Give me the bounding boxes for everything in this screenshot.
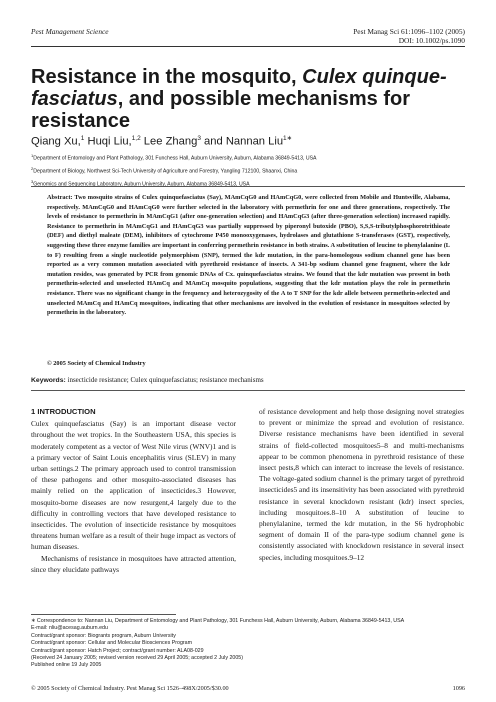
keywords-text: insecticide resistance; Culex quinquefasciatus; resistance mechanisms (67, 376, 264, 384)
author-affil-mark: 1 (80, 135, 85, 142)
abstract-copyright: © 2005 Society of Chemical Industry (47, 360, 146, 367)
affiliation-text: Department of Entomology and Plant Pathology, 301 Funchess Hall, Auburn University, Auburn, Alabama 36849-5413, USA (33, 155, 317, 162)
journal-name: Pest Management Science (31, 27, 109, 36)
affiliations (31, 151, 471, 190)
abstract (47, 193, 450, 318)
footnote-sponsor: Contract/grant sponsor: Biogrants program, Auburn University (31, 632, 176, 639)
author-name: Huqi Liu, (84, 135, 132, 148)
article-title (31, 66, 471, 132)
doi[interactable]: DOI: 10.1002/ps.1090 (398, 36, 465, 45)
body-paragraph: of resistance development and help those designing novel strategies to prevent or minimize the spread and evolution of resistance. Diverse resistance mechanisms have been identified in several strains of field-collected mosquitoes5–8 and multi-mechanisms appear to be common phenomena in pyrethroid resistance of these insect pests,8 which can interact to increase the levels of resistance. The voltage-gated sodium channel is the primary target of pyrethroid insecticides5 and its insensitivity has been associated with pyrethroid resistance in several knockdown resistant (kdr) insect species, including mosquitoes.8–10 A substitution of leucine to phenylalanine, termed the kdr mutation, in the S6 hydrophobic segment of domain II of the para-type sodium channel gene is consistently associated with knockdown resistance in several insect species, including mosquitoes.9–12 (259, 407, 464, 562)
title-part-1: Resistance in the mosquito, (31, 66, 303, 88)
author-list (31, 134, 292, 148)
page-number: 1096 (452, 685, 465, 692)
keywords-rule (31, 390, 465, 391)
footnote-correspondence: ∗ Correspondence to: Nannan Liu, Department of Entomology and Plant Pathology, 301 Funchess Hall, Auburn University, Auburn, Alabama 36849-5413, USA (31, 618, 405, 624)
author-name: Lee Zhang (140, 135, 198, 148)
keywords (31, 376, 264, 384)
footnote-rule (31, 614, 176, 615)
footnote-email[interactable]: E-mail: nliu@acesag.auburn.edu (31, 625, 108, 632)
affiliation-mark: 3 (31, 179, 34, 185)
author-name: Qiang Xu, (31, 135, 81, 148)
body-paragraph: Mechanisms of resistance in mosquitoes have attracted attention, since they elucidate pathways (31, 553, 236, 574)
author-name: and Nannan Liu (200, 135, 284, 148)
author-affil-mark: 1,2 (131, 135, 141, 142)
affiliation-mark: 1 (31, 153, 34, 158)
bottom-copyright: © 2005 Society of Chemical Industry. Pest Manag Sci 1526–498X/2005/$30.00 (31, 685, 229, 692)
abstract-label: Abstract: (47, 194, 73, 201)
footnote-sponsor: Contract/grant sponsor: Hatch Project; contract/grant number: ALA08-029 (31, 647, 204, 654)
body-column-right (259, 406, 464, 563)
section-heading: 1 INTRODUCTION (31, 407, 96, 416)
affiliation (31, 151, 471, 164)
footnote-sponsor: Contract/grant sponsor: Cellular and Molecular Biosciences Program (31, 640, 193, 647)
abstract-text: Two mosquito strains of Culex quinquefasciatus (Say), MAmCqG0 and HAmCqG0, were collected from Mobile and Huntsville, Alabama, respectively. MAmCqG0 and HAmCqG0 were further selected in the laboratory with permethrin for one and three generations, respectively. The levels of resistance to permethrin in MAmCqG1 (after one-generation selection) and HAmCqG3 (after three-generation selection) increased rapidly. Resistance to permethrin in MAmCqG1 and HAmCqG3 was partially suppressed by piperonyl butoxide (PBO), S,S,S-tributylphosphorotrithioate (DEF) and diethyl maleate (DEM), inhibitors of cytochrome P450 monooxygenases, hydrolases and glutathione S-transferases (GST), respectively, suggesting these three enzyme families are important in conferring permethrin resistance in both strains. A substitution of leucine to phenylalanine (L to F) resulting from a single nucleotide polymorphism (SNP), termed the kdr mutation, in the para-homologous sodium channel gene has been reported as a very common mutation associated with pyrethroid resistance of insects. A 341-bp sodium channel gene fragment, where the kdr mutation resides, was generated by PCR from genomic DNAs of Cx. quinquefasciatus strains. We found that the kdr mutation was present in both permethrin-selected and unselected HAmCq and MAmCq mosquito populations, suggesting that the kdr mutation plays the role in permethrin resistance. There was no significant change in the frequency and heterozygosity of the A to T SNP for the kdr allele between permethrin-selected and unselected MAmCq and HAmCq mosquitoes, indicating that other mechanisms are involved in the evolution of resistance in mosquitoes selected by permethrin in the laboratory. (47, 194, 450, 317)
footnote-received: (Received 24 January 2005; revised version received 29 April 2005; accepted 2 July 2005) (31, 655, 244, 662)
abstract-rule (31, 186, 465, 187)
body-column-left (31, 406, 236, 575)
author-affil-mark: 3 (197, 135, 201, 142)
title-species: Culex quinque-fasciatus (31, 66, 447, 110)
footnotes (31, 618, 465, 670)
title-part-2: , and possible mechanisms for resistance (31, 88, 411, 132)
journal-citation: Pest Manag Sci 61:1096–1102 (2005) (353, 27, 465, 36)
affiliation (31, 164, 471, 177)
body-paragraph: Culex quinquefasciatus (Say) is an important disease vector throughout the wet tropics. In the Southeastern USA, this species is moderately competent as a vector of West Nile virus (WNV)1 and is a primary vector of Saint Louis encephalitis virus (SLEV) in many urban settings.2 The primary approach used to control transmission of these pathogens and other mosquito-associated diseases has mainly relied on the application of insecticides.3 However, mosquito-borne diseases are now resurgent,4 largely due to the difficulty in controlling vectors that have developed resistance to insecticides. The evolution of insecticide resistance by mosquitoes threatens human welfare as a result of their huge impact as vectors of human diseases. (31, 419, 236, 552)
keywords-label: Keywords: (31, 377, 66, 384)
affiliation-text: Genomics and Sequencing Laboratory, Auburn University, Auburn, Alabama 36849-5413, USA (33, 182, 250, 189)
author-affil-mark: 1∗ (283, 135, 293, 142)
footnote-published: Published online 19 July 2005 (31, 662, 102, 669)
affiliation-mark: 2 (31, 166, 34, 172)
journal-citation-block (353, 27, 465, 45)
affiliation-text: Department of Biology, Northwest Sci-Tech University of Agriculture and Forestry, Yangling 712100, Shaanxi, China (33, 168, 298, 175)
header-rule (31, 46, 465, 47)
affiliation (31, 177, 471, 190)
